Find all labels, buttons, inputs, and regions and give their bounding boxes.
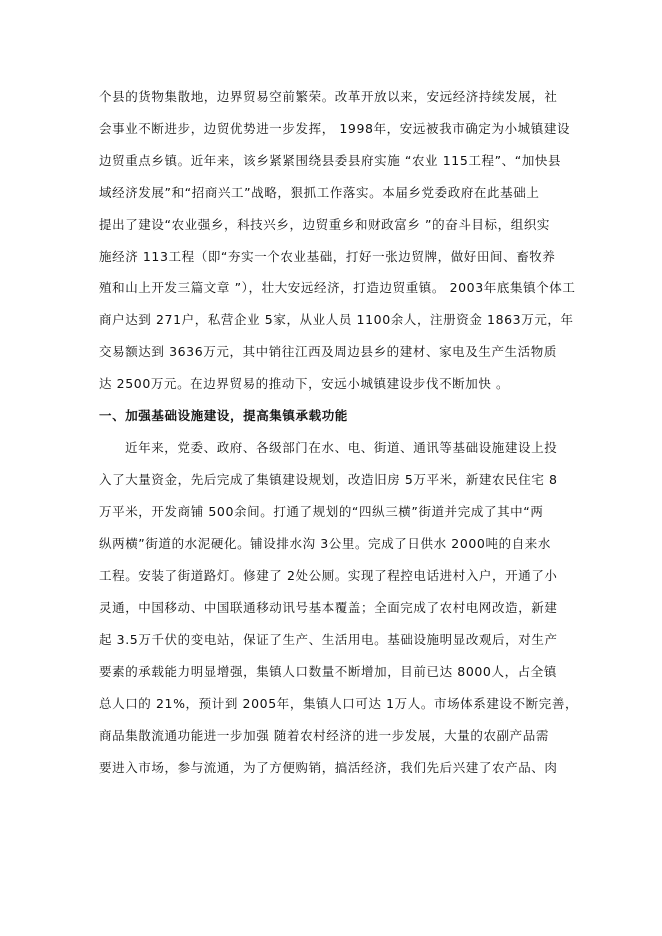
paragraph-line: 边贸重点乡镇。近年来，该乡紧紧围绕县委县府实施 “农业 115工程”、“加快县 bbox=[99, 153, 562, 168]
paragraph-line: 纵两横”街道的水泥硬化。铺设排水沟 3公里。完成了日供水 2000吨的自来水 bbox=[99, 536, 551, 551]
paragraph-line: 商品集散流通功能进一步加强 随着农村经济的进一步发展，大量的农副产品需 bbox=[99, 728, 549, 743]
paragraph-line: 要素的承载能力明显增强，集镇人口数量不断增加，目前已达 8000人，占全镇 bbox=[99, 664, 557, 679]
paragraph-line: 商户达到 271户，私营企业 5家，从业人员 1100余人，注册资金 1863万元，年 bbox=[99, 312, 574, 327]
paragraph-line: 总人口的 21%，预计到 2005年，集镇人口可达 1万人。市场体系建设不断完善， bbox=[99, 696, 579, 711]
paragraph-line: 殖和山上开发三篇文章 ”），壮大安远经济，打造边贸重镇。 2003年底集镇个体工 bbox=[99, 280, 576, 295]
paragraph-line: 达 2500万元。在边界贸易的推动下，安远小城镇建设步伐不断加快 。 bbox=[99, 376, 510, 391]
section-heading: 一、加强基础设施建设，提高集镇承载功能 bbox=[99, 408, 348, 423]
paragraph-line: 施经济 113工程（即“夯实一个农业基础，打好一张边贸牌，做好田间、畜牧养 bbox=[99, 249, 556, 264]
paragraph-line: 近年来，党委、政府、各级部门在水、电、街道、通讯等基础设施建设上投 bbox=[125, 440, 558, 455]
paragraph-line: 会事业不断进步，边贸优势进一步发挥， 1998年，安远被我市确定为小城镇建设 bbox=[99, 121, 571, 136]
paragraph-line: 起 3.5万千伏的变电站，保证了生产、生活用电。基础设施明显改观后，对生产 bbox=[99, 632, 558, 647]
paragraph-line: 要进入市场，参与流通，为了方便购销，搞活经济，我们先后兴建了农产品、肉 bbox=[99, 760, 558, 775]
paragraph-line: 个县的货物集散地，边界贸易空前繁荣。改革开放以来，安远经济持续发展，社 bbox=[99, 89, 558, 104]
paragraph-line: 入了大量资金，先后完成了集镇建设规划，改造旧房 5万平米，新建农民住宅 8 bbox=[99, 472, 558, 487]
paragraph-line: 域经济发展”和“招商兴工”战略，狠抓工作落实。本届乡党委政府在此基础上 bbox=[99, 185, 540, 200]
paragraph-line: 灵通，中国移动、中国联通移动讯号基本覆盖；全面完成了农村电网改造，新建 bbox=[99, 600, 558, 615]
paragraph-line: 提出了建设“农业强乡，科技兴乡，边贸重乡和财政富乡 ”的奋斗目标，组织实 bbox=[99, 217, 551, 232]
paragraph-line: 交易额达到 3636万元，其中销往江西及周边县乡的建材、家电及生产生活物质 bbox=[99, 344, 557, 359]
paragraph-line: 万平米，开发商铺 500余间。打通了规划的“四纵三横”街道并完成了其中“两 bbox=[99, 504, 544, 519]
paragraph-line: 工程。安装了街道路灯。修建了 2处公厕。实现了程控电话进村入户，开通了小 bbox=[99, 568, 558, 583]
